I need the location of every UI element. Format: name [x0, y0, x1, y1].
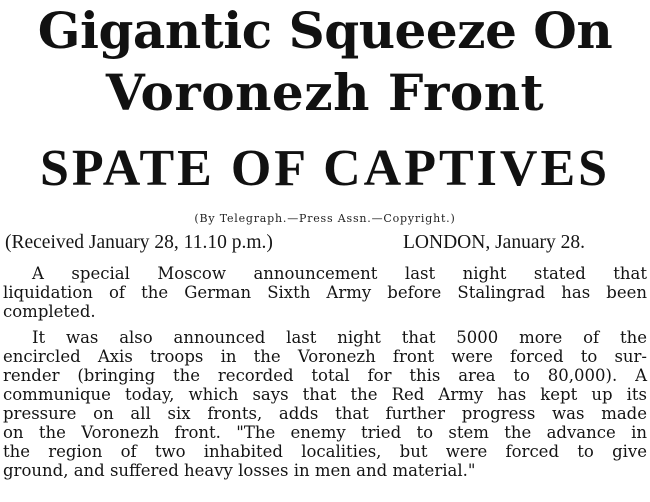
article-line: render (bringing the recorded total for this area to 80,000). A	[3, 366, 647, 385]
article-line: encircled Axis troops in the Voronezh front were forced to sur-	[3, 347, 647, 366]
received-time: (Received January 28, 11.10 p.m.)	[5, 232, 273, 253]
headline-line-1: Gigantic Squeeze On	[37, 1, 613, 60]
article-line: the region of two inhabited localities, but were forced to give	[3, 442, 647, 461]
article-line: ground, and suffered heavy losses in men and material."	[3, 461, 476, 480]
article-line: completed.	[3, 302, 96, 321]
article-line: liquidation of the German Sixth Army before Stalingrad has been	[3, 283, 647, 302]
article-line: communique today, which says that the Red Army has kept up its	[3, 385, 647, 404]
headline-line-2: Voronezh Front	[105, 63, 545, 122]
article-line: A special Moscow announcement last night stated that	[32, 264, 647, 283]
wire-credit: (By Telegraph.—Press Assn.—Copyright.)	[194, 212, 456, 225]
place-date: LONDON, January 28.	[403, 232, 585, 253]
subheadline: SPATE OF CAPTIVES	[39, 140, 611, 197]
article-line: pressure on all six fronts, adds that further progress was made	[3, 404, 647, 423]
article-line: It was also announced last night that 5000 more of the	[32, 328, 647, 347]
article-line: on the Voronezh front. "The enemy tried to stem the advance in	[3, 423, 647, 442]
